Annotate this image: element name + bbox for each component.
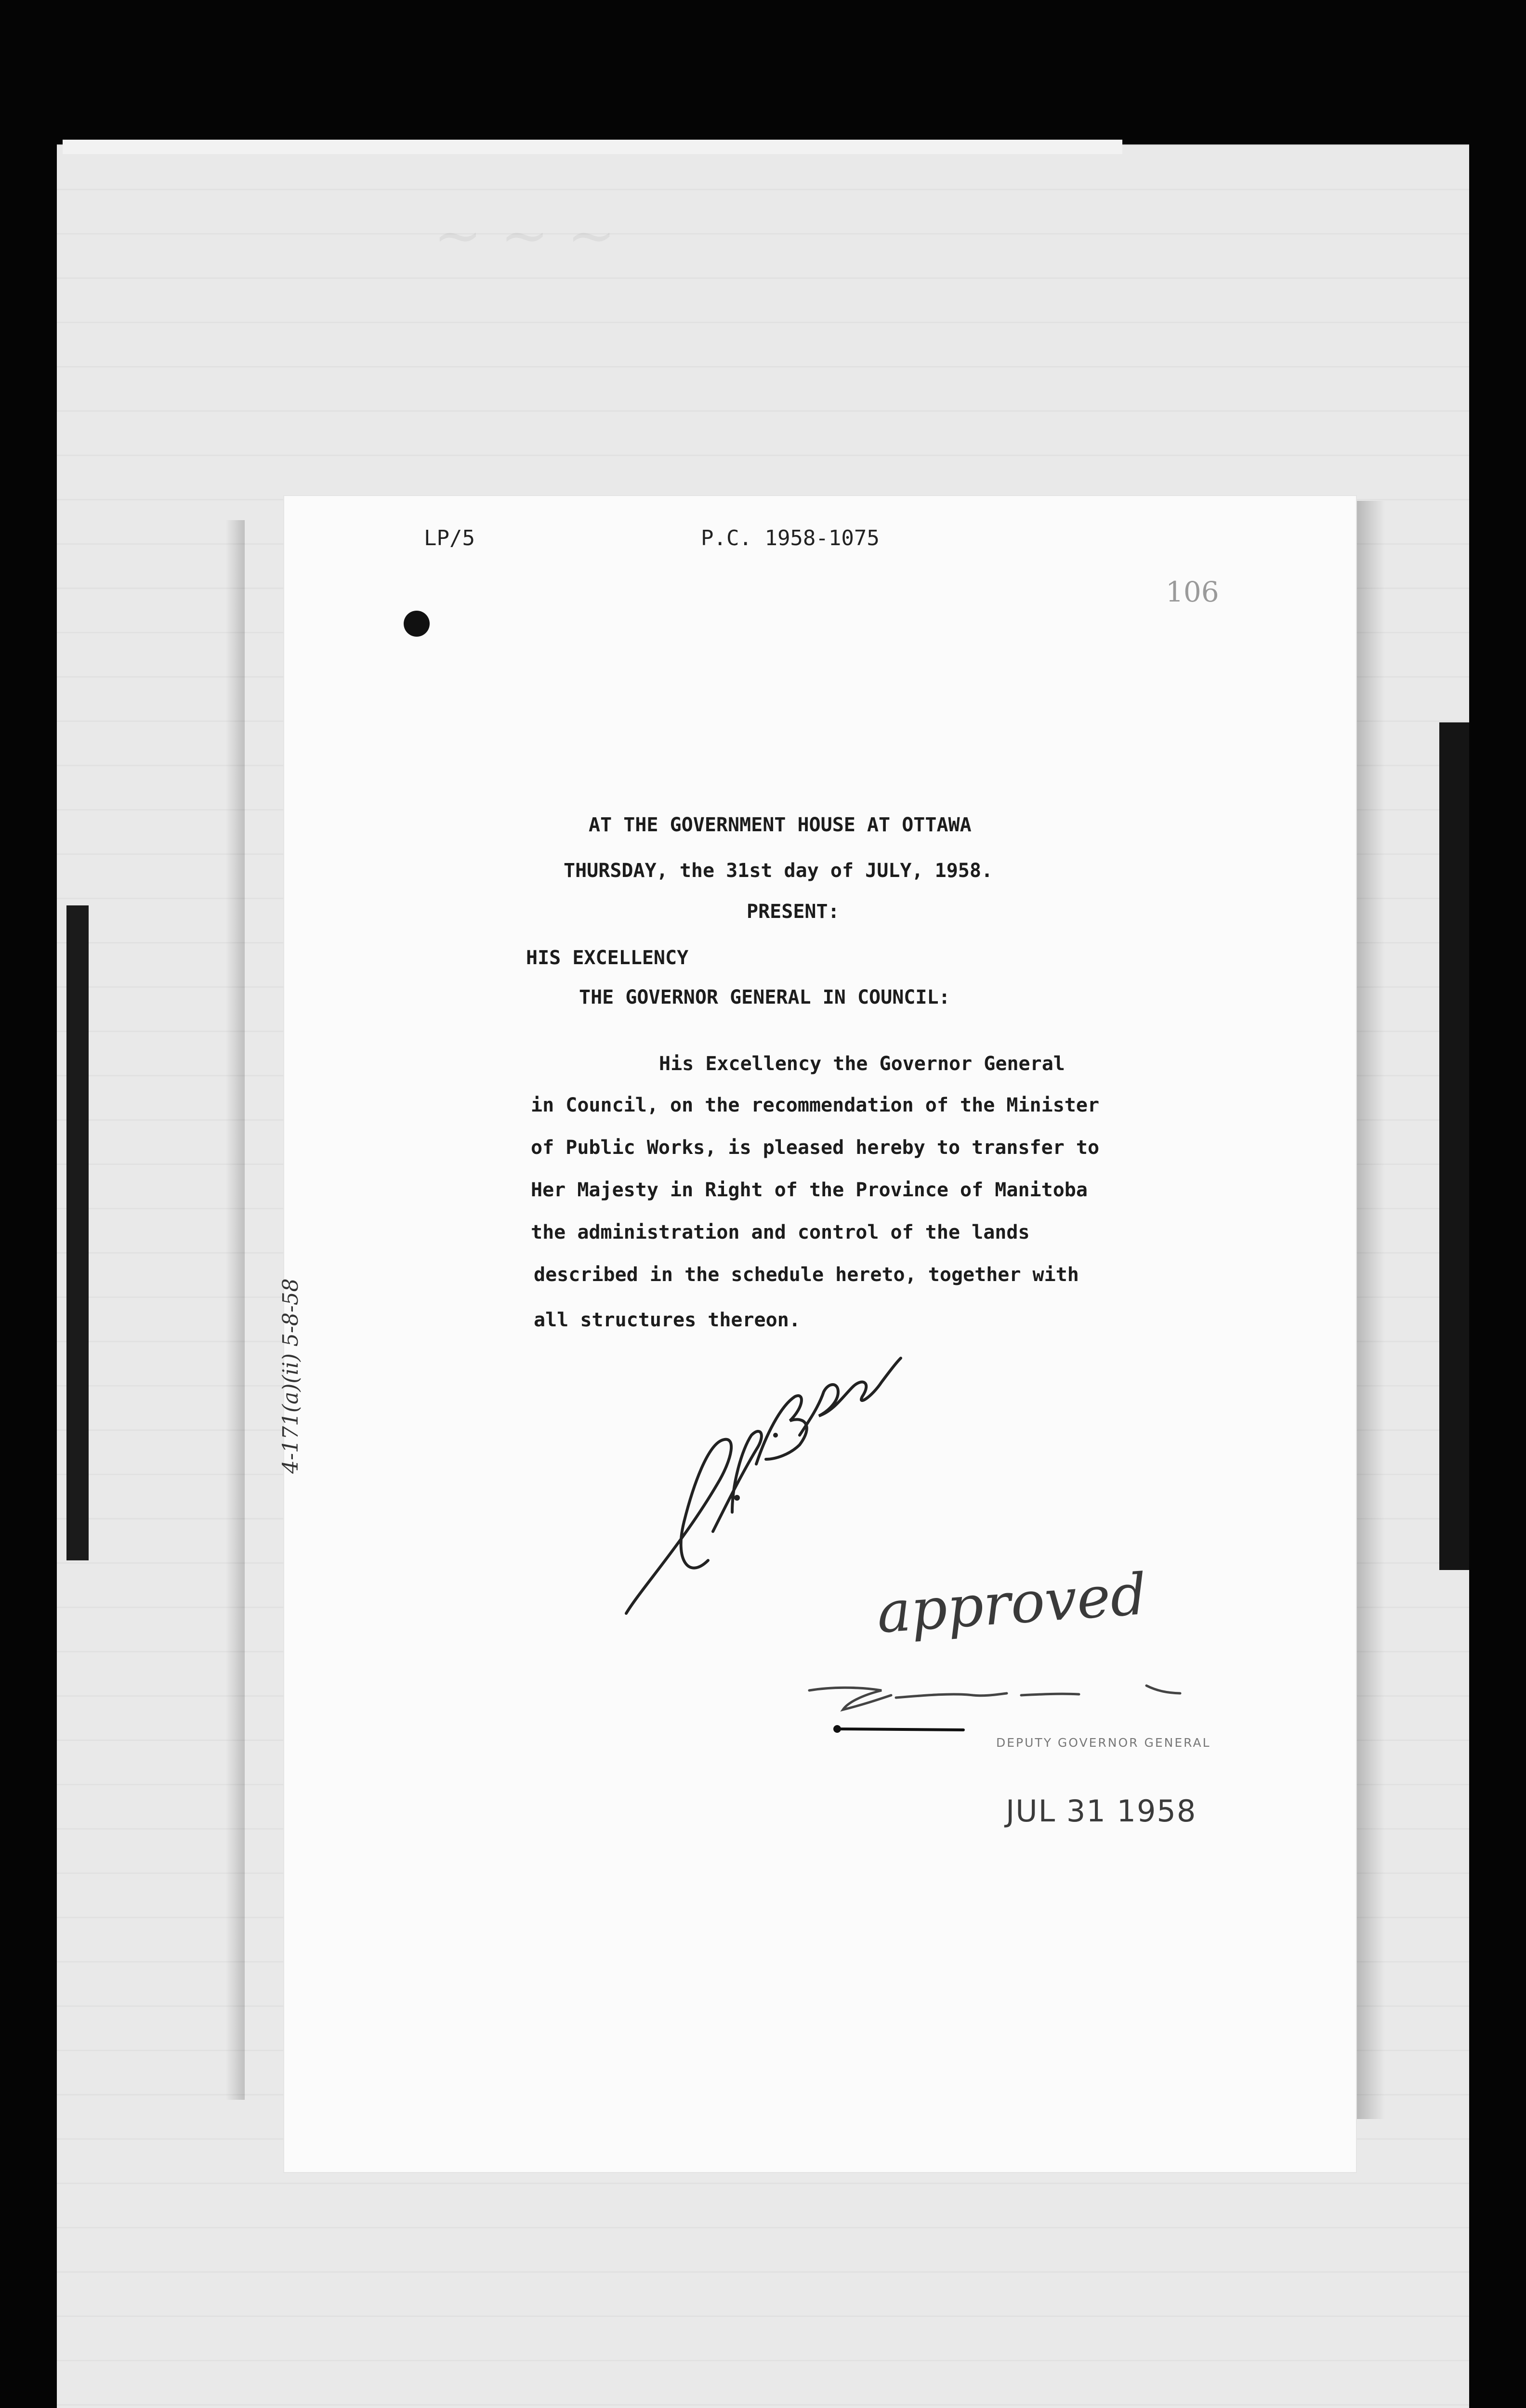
body-line: Her Majesty in Right of the Province of Manitoba — [531, 1179, 1088, 1201]
approved-notation: approved — [874, 1560, 1149, 1646]
heading-line-2: THURSDAY, the 31st day of JULY, 1958. — [564, 860, 993, 882]
page-shadow-left — [225, 520, 245, 2100]
body-line: the administration and control of the lands — [531, 1221, 1030, 1243]
folio-number: 106 — [1166, 576, 1219, 608]
body-line: in Council, on the recommendation of the Minister — [531, 1094, 1100, 1116]
body-line: of Public Works, is pleased hereby to transfer to — [531, 1137, 1100, 1159]
body-line: all structures thereon. — [534, 1309, 801, 1331]
presiding-line-1: HIS EXCELLENCY — [526, 947, 689, 969]
date-stamp: JUL 31 1958 — [1006, 1793, 1197, 1829]
page-edge-right — [1439, 722, 1469, 1570]
page-shadow-right — [1356, 501, 1385, 2119]
signatory-title: DEPUTY GOVERNOR GENERAL — [996, 1736, 1211, 1750]
brooks-signature — [612, 1339, 910, 1637]
file-code: LP/5 — [424, 526, 475, 550]
margin-annotation: 4-171(a)(ii) 5-8-58 — [278, 1278, 303, 1474]
body-line: described in the schedule hereto, together with — [534, 1264, 1079, 1286]
body-line: His Excellency the Governor General — [659, 1053, 1065, 1075]
background-sheet-edge — [63, 140, 1122, 154]
page-edge-left — [66, 905, 89, 1560]
punch-hole — [404, 611, 430, 637]
order-number: P.C. 1958-1075 — [701, 526, 880, 550]
presiding-line-2: THE GOVERNOR GENERAL IN COUNCIL: — [579, 986, 950, 1008]
order-in-council-page — [284, 496, 1356, 2172]
heading-line-1: AT THE GOVERNMENT HOUSE AT OTTAWA — [589, 814, 972, 836]
heading-line-3: PRESENT: — [747, 901, 840, 923]
bleed-through-marks: ~ ~ ~ — [434, 202, 616, 269]
